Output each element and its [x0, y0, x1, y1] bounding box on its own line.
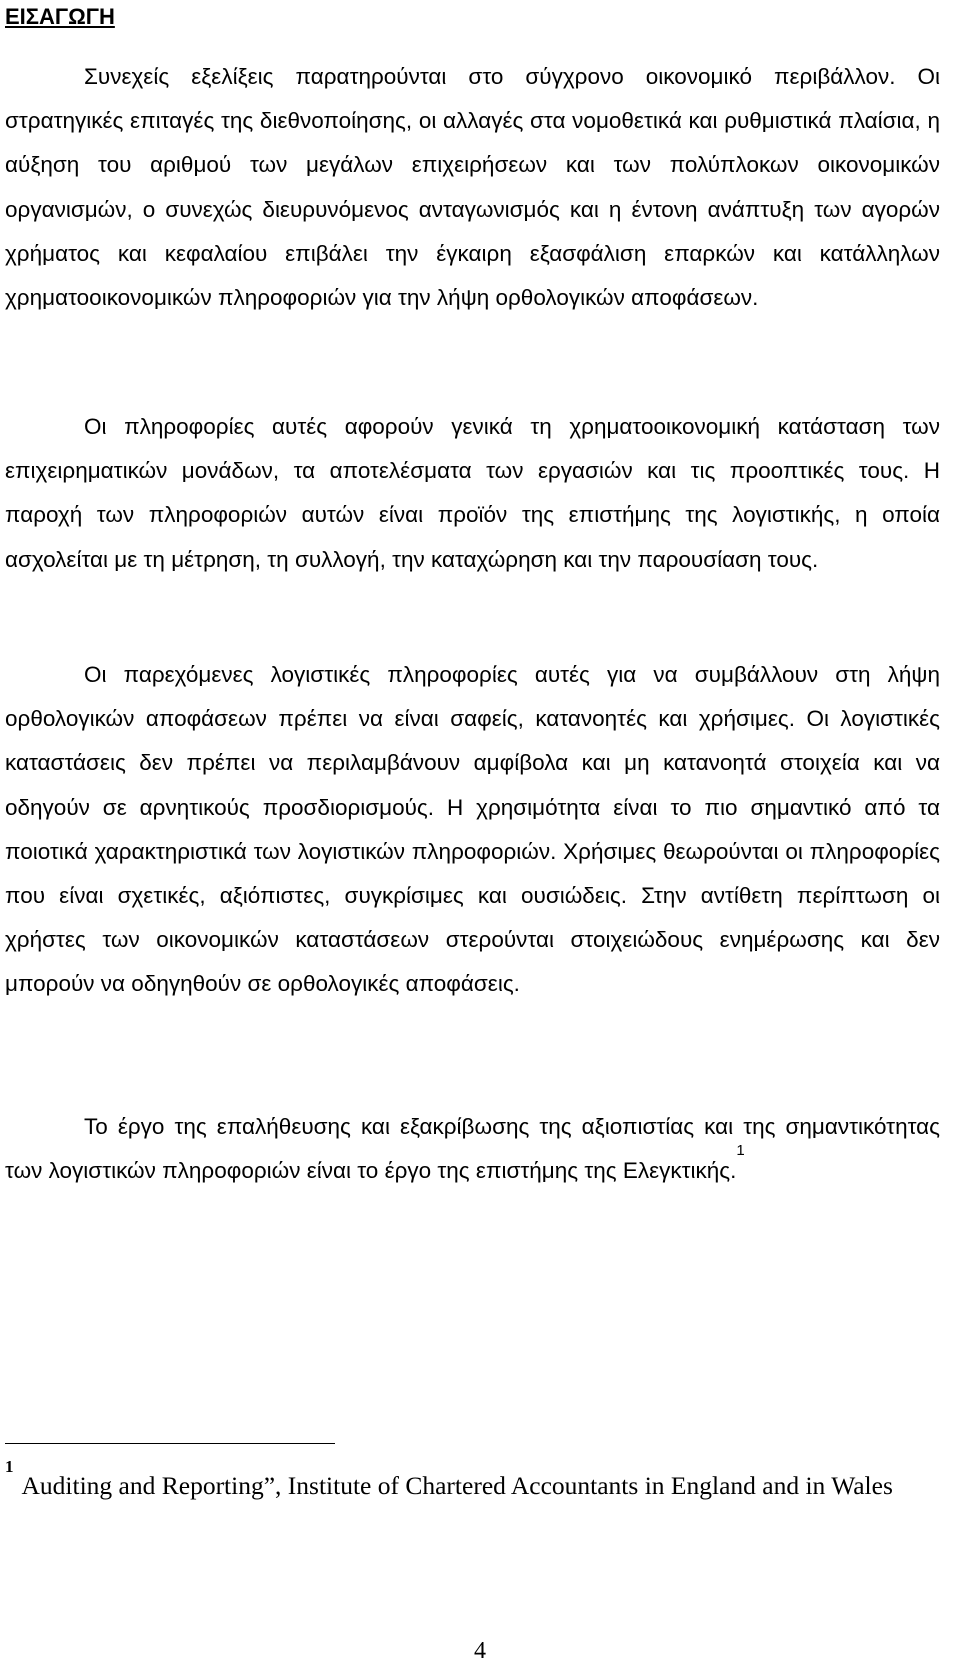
paragraph-information-scope: Οι πληροφορίες αυτές αφορούν γενικά τη χρηματοοικονομική κατάσταση των επιχειρηματικών μονάδων, τα αποτελέσματα των εργασιών και τις προοπτικές τους. Η παροχή των πληροφοριών αυτών είναι προϊόν της επιστήμης της λογιστικής, η οποία ασχολείται με τη μέτρηση, τη συλλογή, την καταχώρηση και την παρουσίαση τους. — [5, 414, 940, 572]
footnote — [5, 1457, 940, 1510]
paragraph-economic-environment: Συνεχείς εξελίξεις παρατηρούνται στο σύγχρονο οικονομικό περιβάλλον. Οι στρατηγικές επιταγές της διεθνοποίησης, οι αλλαγές στα νομοθετικά και ρυθμιστικά πλαίσια, η αύξηση του αριθμού των μεγάλων επιχειρήσεων και των πολύπλοκων οικονομικών οργανισμών, ο συνεχώς διευρυνόμενος ανταγωνισμός και η έντονη ανάπτυξη των αγορών χρήματος και κεφαλαίου επιβάλει την έγκαιρη εξασφάλιση επαρκών και κατάλληλων χρηματοοικονομικών πληροφοριών για την λήψη ορθολογικών αποφάσεων. — [5, 64, 940, 311]
paragraph-auditing-role-text: Το έργο της επαλήθευσης και εξακρίβωσης της αξιοπιστίας και της σημαντικότητας των λογιστικών πληροφοριών είναι το έργο της επιστήμης της Ελεγκτικής. — [5, 1114, 940, 1184]
paragraph-auditing-role — [5, 1105, 940, 1193]
footnote-number: 1 — [5, 1457, 14, 1476]
footnote-separator — [5, 1443, 335, 1444]
paragraph-usefulness: Οι παρεχόμενες λογιστικές πληροφορίες αυτές για να συμβάλλουν στη λήψη ορθολογικών αποφάσεων πρέπει να είναι σαφείς, κατανοητές και χρήσιμες. Οι λογιστικές καταστάσεις δεν πρέπει να περιλαμβάνουν αμφίβολα και μη κατανοητά στοιχεία και να οδηγούν σε αρνητικούς προσδιορισμούς. Η χρησιμότητα είναι το πιο σημαντικό από τα ποιοτικά χαρακτηριστικά των λογιστικών πληροφοριών. Χρήσιμες θεωρούνται οι πληροφορίες που είναι σχετικές, αξιόπιστες, συγκρίσιμες και ουσιώδεις. Στην αντίθετη περίπτωση οι χρήστες των οικονομικών καταστάσεων στερούνται στοιχειώδους ενημέρωσης και δεν μπορούν να οδηγηθούν σε ορθολογικές αποφάσεις. — [5, 662, 940, 997]
footnote-text: Auditing and Reporting”, Institute of Chartered Accountants in England and in Wales — [21, 1471, 893, 1500]
page-number: 4 — [474, 1638, 486, 1664]
footnote-reference[interactable]: 1 — [736, 1142, 745, 1160]
section-heading: ΕΙΣΑΓΩΓΗ — [5, 4, 115, 29]
